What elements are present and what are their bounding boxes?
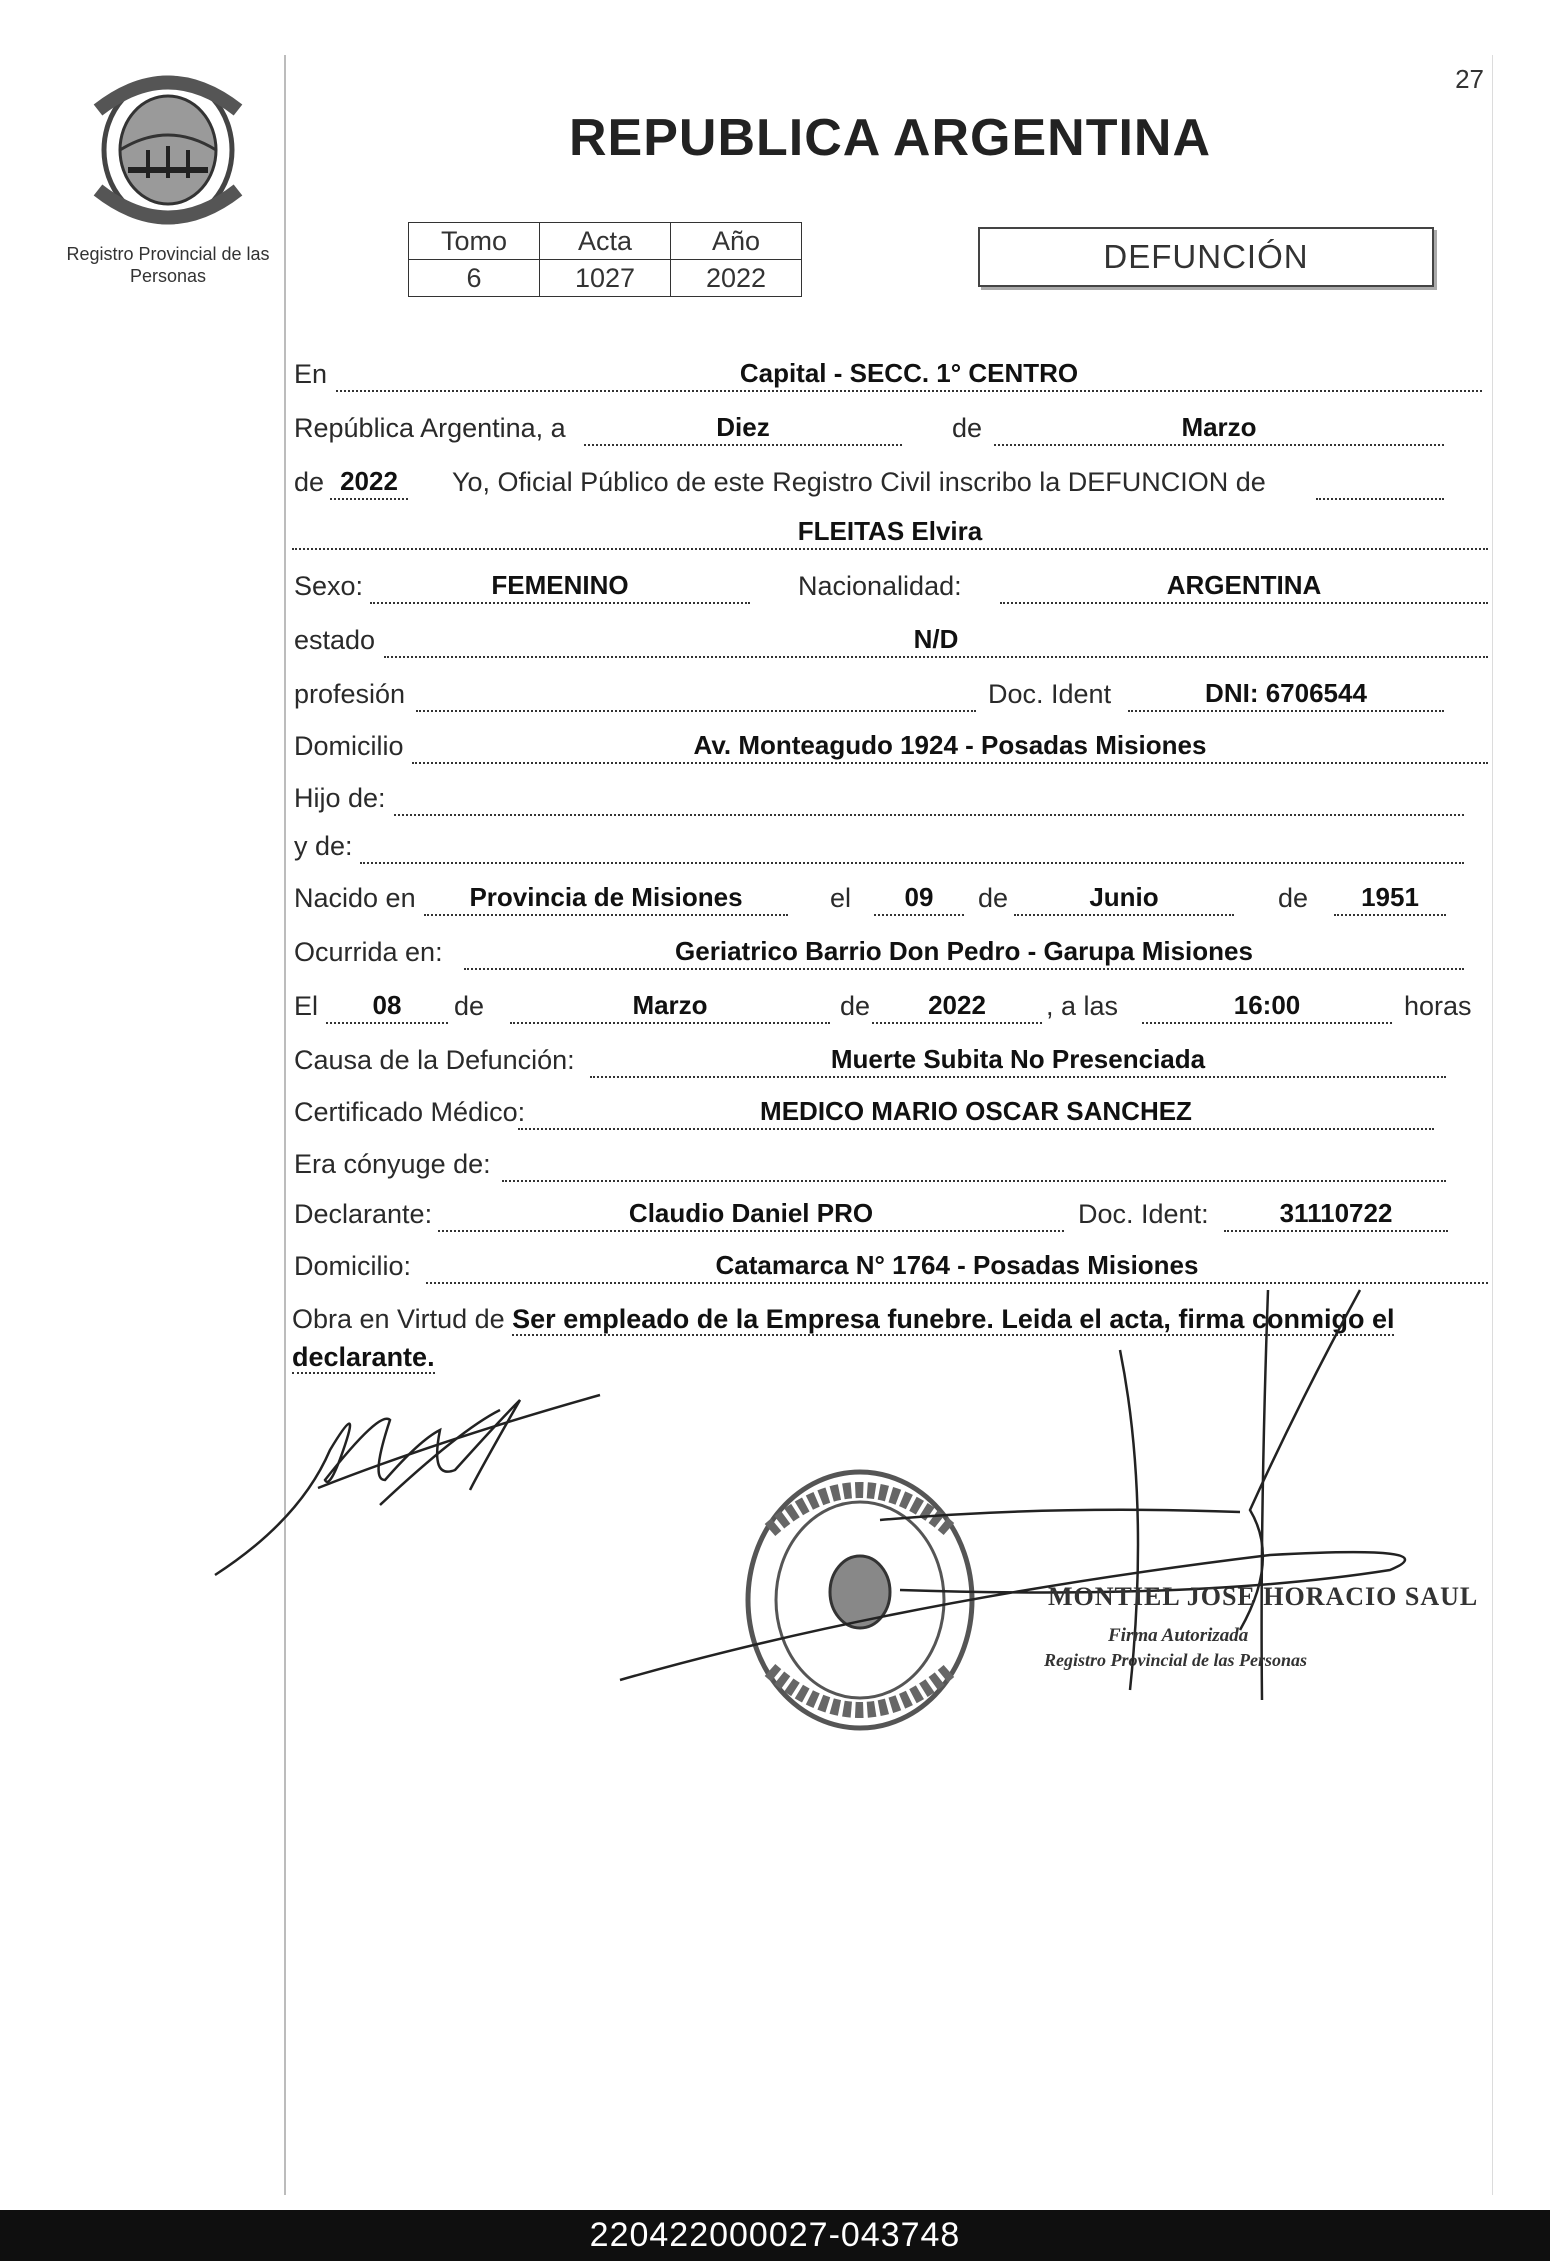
document-type-box: DEFUNCIÓN — [978, 227, 1434, 287]
label-ocurrida-en: Ocurrida en: — [294, 937, 443, 967]
row-domicilio — [292, 728, 1488, 770]
label-republica: República Argentina, a — [294, 413, 566, 443]
label-doc-ident: Doc. Ident — [988, 679, 1112, 709]
field-certificado: MEDICO MARIO OSCAR SANCHEZ — [518, 1094, 1434, 1130]
field-y-de — [360, 828, 1464, 864]
label-el: el — [830, 883, 852, 913]
field-nac-anio: 1951 — [1334, 880, 1446, 916]
field-nacido-en: Provincia de Misiones — [424, 880, 788, 916]
row-y-de — [292, 828, 1488, 870]
label-de-4: de — [1278, 883, 1309, 913]
field-declarante: Claudio Daniel PRO — [438, 1196, 1064, 1232]
field-declarante-domicilio: Catamarca N° 1764 - Posadas Misiones — [426, 1248, 1488, 1284]
field-domicilio: Av. Monteagudo 1924 - Posadas Misiones — [412, 728, 1488, 764]
label-declarante: Declarante: — [294, 1199, 433, 1229]
official-firma-autorizada: Firma Autorizada — [1108, 1625, 1249, 1646]
page-number: 27 — [1455, 64, 1484, 94]
official-name: MONTIEL JOSE HORACIO SAUL — [1048, 1582, 1479, 1611]
field-def-hora: 16:00 — [1142, 988, 1392, 1024]
field-nac-mes: Junio — [1014, 880, 1234, 916]
field-hijo-de — [394, 780, 1464, 816]
row-hijo-de — [292, 780, 1488, 822]
field-mes-inscripcion: Marzo — [994, 410, 1444, 446]
row-oficial — [292, 464, 1488, 506]
label-conyuge: Era cónyuge de: — [294, 1149, 491, 1179]
label-el-cap: El — [294, 991, 319, 1021]
row-declarante-domicilio — [292, 1248, 1488, 1290]
ref-value-acta: 1027 — [540, 260, 671, 297]
row-declarante — [292, 1196, 1488, 1238]
row-ocurrida — [292, 934, 1488, 976]
label-de-6: de — [840, 991, 871, 1021]
row-fecha-defuncion — [292, 988, 1488, 1030]
ref-value-anio: 2022 — [671, 260, 802, 297]
field-anio-inscripcion: 2022 — [330, 464, 408, 500]
label-de-1: de — [952, 413, 983, 443]
declarant-signature — [215, 1395, 600, 1575]
ref-header-tomo: Tomo — [409, 223, 540, 260]
row-profesion — [292, 676, 1488, 718]
registry-label: Registro Provincial de las Personas — [66, 244, 270, 286]
field-nacionalidad: ARGENTINA — [1000, 568, 1488, 604]
label-doc-ident-2: Doc. Ident: — [1078, 1199, 1209, 1229]
row-lugar — [292, 356, 1488, 398]
label-causa: Causa de la Defunción: — [294, 1045, 575, 1075]
footer-document-id: 220422000027-043748 — [0, 2210, 1550, 2261]
field-def-anio: 2022 — [872, 988, 1042, 1024]
right-margin-line — [1492, 55, 1493, 2195]
left-margin-line — [284, 55, 286, 2195]
field-def-dia: 08 — [326, 988, 448, 1024]
row-nacimiento — [292, 880, 1488, 922]
label-en: En — [294, 359, 328, 389]
row-certificado — [292, 1094, 1488, 1136]
field-def-mes: Marzo — [510, 988, 830, 1024]
ref-value-tomo: 6 — [409, 260, 540, 297]
label-estado: estado — [294, 625, 376, 655]
field-sexo: FEMENINO — [370, 568, 750, 604]
official-round-stamp — [748, 1472, 972, 1728]
row-conyuge — [292, 1146, 1488, 1188]
field-oficial-blank — [1316, 464, 1444, 500]
label-nacido-en: Nacido en — [294, 883, 416, 913]
obra-en-virtud — [292, 1300, 1488, 1376]
row-nombre — [292, 514, 1488, 556]
label-hijo-de: Hijo de: — [294, 783, 386, 813]
label-obra: Obra en Virtud de — [292, 1304, 505, 1334]
field-nac-dia: 09 — [874, 880, 964, 916]
field-dia-inscripcion: Diez — [584, 410, 902, 446]
field-nombre: FLEITAS Elvira — [292, 514, 1488, 550]
ref-header-anio: Año — [671, 223, 802, 260]
page-title: REPUBLICA ARGENTINA — [568, 109, 1212, 167]
label-oficial: Yo, Oficial Público de este Registro Civil inscribo la DEFUNCION de — [452, 467, 1266, 497]
label-y-de: y de: — [294, 831, 353, 861]
label-de-5: de — [454, 991, 485, 1021]
field-declarante-doc: 31110722 — [1224, 1196, 1448, 1232]
ref-header-acta: Acta — [540, 223, 671, 260]
row-sexo — [292, 568, 1488, 610]
field-profesion — [416, 676, 976, 712]
label-profesion: profesión — [294, 679, 406, 709]
label-horas: horas — [1404, 991, 1472, 1021]
row-fecha-inscripcion — [292, 410, 1488, 452]
row-causa — [292, 1042, 1488, 1084]
row-estado — [292, 622, 1488, 664]
reference-table — [408, 222, 802, 297]
label-certificado: Certificado Médico: — [294, 1097, 526, 1127]
field-ocurrida-en: Geriatrico Barrio Don Pedro - Garupa Misiones — [464, 934, 1464, 970]
label-de-3: de — [978, 883, 1009, 913]
field-estado: N/D — [384, 622, 1488, 658]
label-a-las: , a las — [1046, 991, 1119, 1021]
field-obra: Ser empleado de la Empresa funebre. Leida el acta, firma conmigo el declarante. — [292, 1304, 1395, 1372]
field-lugar: Capital - SECC. 1° CENTRO — [336, 356, 1482, 392]
field-conyuge — [502, 1146, 1446, 1182]
label-domicilio-2: Domicilio: — [294, 1251, 412, 1281]
label-domicilio: Domicilio — [294, 731, 404, 761]
official-registro: Registro Provincial de las Personas — [1044, 1650, 1308, 1670]
label-nacionalidad: Nacionalidad: — [798, 571, 962, 601]
label-de-2: de — [294, 467, 325, 497]
label-sexo: Sexo: — [294, 571, 364, 601]
field-doc: DNI: 6706544 — [1128, 676, 1444, 712]
field-causa: Muerte Subita No Presenciada — [590, 1042, 1446, 1078]
